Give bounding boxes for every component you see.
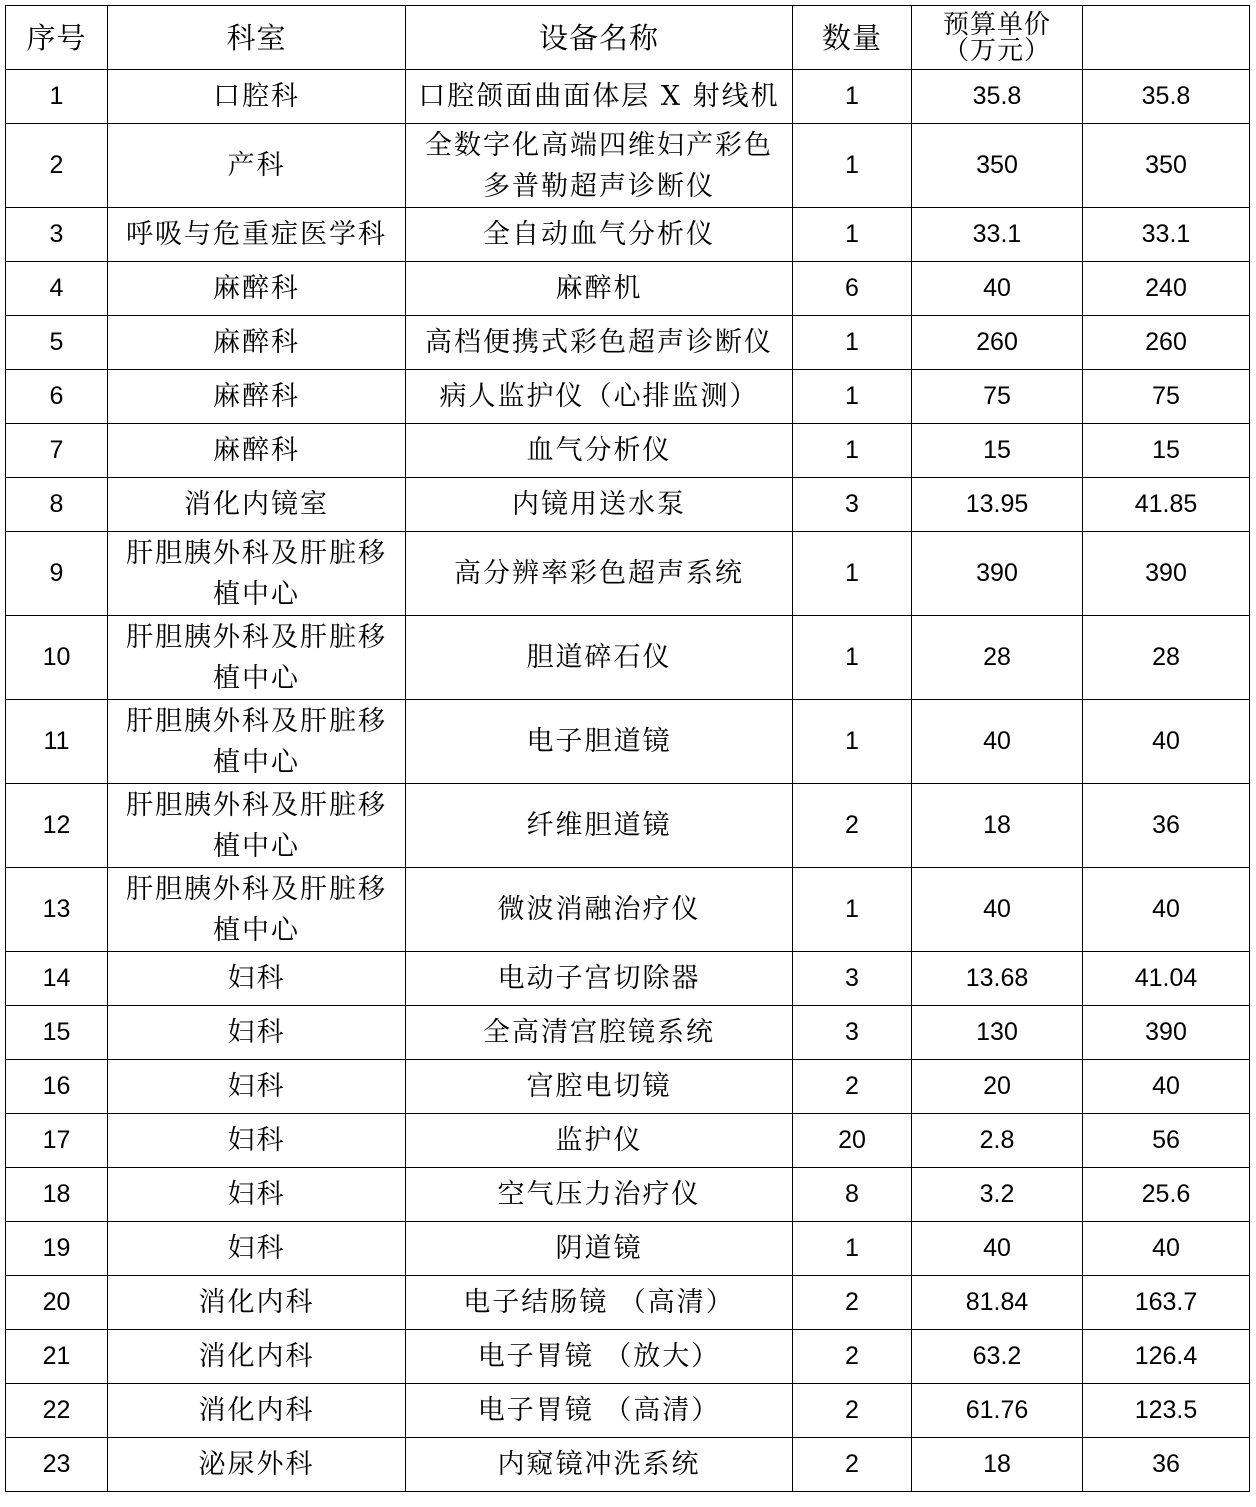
cell-quantity: 3: [793, 1006, 912, 1060]
cell-unit-price: 61.76: [912, 1384, 1083, 1438]
cell-equipment: 麻醉机: [406, 262, 793, 316]
cell-quantity: 1: [793, 700, 912, 784]
table-row: [6, 1168, 1250, 1222]
cell-unit-price: 28: [912, 616, 1083, 700]
cell-total: 41.85: [1083, 478, 1250, 532]
cell-quantity: 1: [793, 868, 912, 952]
header-total: [1083, 6, 1250, 70]
cell-unit-price: 2.8: [912, 1114, 1083, 1168]
cell-equipment: 高分辨率彩色超声系统: [406, 532, 793, 616]
table-row: [6, 262, 1250, 316]
table-row: [6, 1330, 1250, 1384]
cell-total: 15: [1083, 424, 1250, 478]
cell-department: 消化内镜室: [108, 478, 406, 532]
cell-department: 妇科: [108, 1114, 406, 1168]
table-row: [6, 952, 1250, 1006]
table-row: [6, 700, 1250, 784]
cell-quantity: 1: [793, 532, 912, 616]
cell-unit-price: 35.8: [912, 70, 1083, 124]
cell-department: 肝胆胰外科及肝脏移植中心: [108, 616, 406, 700]
cell-total: 40: [1083, 1060, 1250, 1114]
cell-equipment: 口腔颌面曲面体层 X 射线机: [406, 70, 793, 124]
cell-index: 11: [6, 700, 108, 784]
cell-quantity: 2: [793, 1330, 912, 1384]
cell-department: 麻醉科: [108, 370, 406, 424]
table-row: [6, 616, 1250, 700]
cell-department: 肝胆胰外科及肝脏移植中心: [108, 868, 406, 952]
cell-equipment: 内窥镜冲洗系统: [406, 1438, 793, 1492]
cell-department: 肝胆胰外科及肝脏移植中心: [108, 700, 406, 784]
table-body: [6, 70, 1250, 1492]
cell-total: 240: [1083, 262, 1250, 316]
cell-equipment: 空气压力治疗仪: [406, 1168, 793, 1222]
cell-quantity: 1: [793, 316, 912, 370]
table-row: [6, 532, 1250, 616]
cell-department: 妇科: [108, 952, 406, 1006]
cell-equipment: 胆道碎石仪: [406, 616, 793, 700]
table-row: [6, 1384, 1250, 1438]
cell-total: 25.6: [1083, 1168, 1250, 1222]
cell-department: 妇科: [108, 1168, 406, 1222]
cell-quantity: 1: [793, 70, 912, 124]
cell-department: 肝胆胰外科及肝脏移植中心: [108, 532, 406, 616]
cell-unit-price: 18: [912, 784, 1083, 868]
cell-department: 呼吸与危重症医学科: [108, 208, 406, 262]
cell-index: 13: [6, 868, 108, 952]
cell-total: 36: [1083, 784, 1250, 868]
cell-index: 14: [6, 952, 108, 1006]
cell-department: 消化内科: [108, 1276, 406, 1330]
cell-index: 8: [6, 478, 108, 532]
cell-unit-price: 63.2: [912, 1330, 1083, 1384]
cell-total: 28: [1083, 616, 1250, 700]
table-row: [6, 316, 1250, 370]
cell-equipment: 电子结肠镜 （高清）: [406, 1276, 793, 1330]
cell-total: 126.4: [1083, 1330, 1250, 1384]
cell-equipment: 高档便携式彩色超声诊断仪: [406, 316, 793, 370]
cell-equipment: 电子胃镜 （高清）: [406, 1384, 793, 1438]
cell-quantity: 6: [793, 262, 912, 316]
cell-total: 123.5: [1083, 1384, 1250, 1438]
cell-total: 390: [1083, 1006, 1250, 1060]
cell-quantity: 2: [793, 1384, 912, 1438]
cell-total: 75: [1083, 370, 1250, 424]
cell-index: 19: [6, 1222, 108, 1276]
cell-quantity: 1: [793, 424, 912, 478]
cell-department: 妇科: [108, 1006, 406, 1060]
cell-unit-price: 350: [912, 124, 1083, 208]
header-unit-price-line2: （万元）: [942, 35, 1051, 66]
cell-quantity: 8: [793, 1168, 912, 1222]
cell-index: 6: [6, 370, 108, 424]
cell-unit-price: 13.68: [912, 952, 1083, 1006]
header-equipment: 设备名称: [406, 6, 793, 70]
cell-equipment: 纤维胆道镜: [406, 784, 793, 868]
table-row: [6, 208, 1250, 262]
cell-quantity: 3: [793, 952, 912, 1006]
header-unit-price-line1: 预算单价: [942, 9, 1051, 40]
cell-department: 麻醉科: [108, 424, 406, 478]
cell-index: 10: [6, 616, 108, 700]
cell-total: 40: [1083, 1222, 1250, 1276]
cell-total: 56: [1083, 1114, 1250, 1168]
cell-unit-price: 40: [912, 262, 1083, 316]
cell-unit-price: 13.95: [912, 478, 1083, 532]
cell-quantity: 1: [793, 1222, 912, 1276]
table-row: [6, 1114, 1250, 1168]
cell-total: 33.1: [1083, 208, 1250, 262]
cell-quantity: 2: [793, 1276, 912, 1330]
header-quantity: 数量: [793, 6, 912, 70]
cell-equipment: 血气分析仪: [406, 424, 793, 478]
cell-total: 36: [1083, 1438, 1250, 1492]
header-department: 科室: [108, 6, 406, 70]
cell-equipment: 监护仪: [406, 1114, 793, 1168]
cell-unit-price: 18: [912, 1438, 1083, 1492]
cell-index: 5: [6, 316, 108, 370]
table-row: [6, 124, 1250, 208]
cell-department: 消化内科: [108, 1384, 406, 1438]
cell-equipment: 病人监护仪（心排监测）: [406, 370, 793, 424]
cell-quantity: 1: [793, 616, 912, 700]
cell-total: 350: [1083, 124, 1250, 208]
cell-unit-price: 260: [912, 316, 1083, 370]
cell-unit-price: 33.1: [912, 208, 1083, 262]
cell-index: 2: [6, 124, 108, 208]
table-row: [6, 1438, 1250, 1492]
cell-equipment: 电子胆道镜: [406, 700, 793, 784]
cell-quantity: 3: [793, 478, 912, 532]
cell-unit-price: 390: [912, 532, 1083, 616]
cell-total: 163.7: [1083, 1276, 1250, 1330]
cell-unit-price: 3.2: [912, 1168, 1083, 1222]
cell-department: 妇科: [108, 1222, 406, 1276]
cell-equipment: 电动子宫切除器: [406, 952, 793, 1006]
table-row: [6, 868, 1250, 952]
cell-index: 4: [6, 262, 108, 316]
table-row: [6, 1222, 1250, 1276]
table-row: [6, 1060, 1250, 1114]
table-row: [6, 784, 1250, 868]
cell-total: 41.04: [1083, 952, 1250, 1006]
cell-department: 泌尿外科: [108, 1438, 406, 1492]
cell-total: 390: [1083, 532, 1250, 616]
header-unit-price: [912, 6, 1083, 70]
cell-unit-price: 40: [912, 1222, 1083, 1276]
cell-department: 消化内科: [108, 1330, 406, 1384]
header-index: 序号: [6, 6, 108, 70]
cell-index: 3: [6, 208, 108, 262]
cell-unit-price: 130: [912, 1006, 1083, 1060]
cell-unit-price: 75: [912, 370, 1083, 424]
table-row: [6, 370, 1250, 424]
cell-index: 17: [6, 1114, 108, 1168]
cell-quantity: 20: [793, 1114, 912, 1168]
table-row: [6, 70, 1250, 124]
cell-department: 麻醉科: [108, 262, 406, 316]
cell-department: 肝胆胰外科及肝脏移植中心: [108, 784, 406, 868]
cell-equipment: 阴道镜: [406, 1222, 793, 1276]
cell-quantity: 2: [793, 784, 912, 868]
equipment-budget-table: [5, 5, 1250, 1492]
cell-quantity: 1: [793, 370, 912, 424]
cell-department: 妇科: [108, 1060, 406, 1114]
cell-unit-price: 81.84: [912, 1276, 1083, 1330]
cell-unit-price: 40: [912, 700, 1083, 784]
cell-quantity: 2: [793, 1060, 912, 1114]
cell-equipment: 宫腔电切镜: [406, 1060, 793, 1114]
cell-index: 9: [6, 532, 108, 616]
cell-quantity: 2: [793, 1438, 912, 1492]
cell-unit-price: 20: [912, 1060, 1083, 1114]
cell-total: 35.8: [1083, 70, 1250, 124]
cell-index: 12: [6, 784, 108, 868]
table-row: [6, 1276, 1250, 1330]
cell-equipment: 内镜用送水泵: [406, 478, 793, 532]
cell-equipment: 电子胃镜 （放大）: [406, 1330, 793, 1384]
cell-total: 40: [1083, 700, 1250, 784]
cell-index: 22: [6, 1384, 108, 1438]
cell-total: 260: [1083, 316, 1250, 370]
cell-quantity: 1: [793, 208, 912, 262]
cell-index: 23: [6, 1438, 108, 1492]
table-row: [6, 1006, 1250, 1060]
cell-unit-price: 40: [912, 868, 1083, 952]
cell-index: 1: [6, 70, 108, 124]
cell-index: 21: [6, 1330, 108, 1384]
table-header-row: [6, 6, 1250, 70]
cell-equipment: 全自动血气分析仪: [406, 208, 793, 262]
table-row: [6, 478, 1250, 532]
cell-index: 7: [6, 424, 108, 478]
cell-index: 16: [6, 1060, 108, 1114]
cell-index: 20: [6, 1276, 108, 1330]
cell-equipment: 全数字化高端四维妇产彩色多普勒超声诊断仪: [406, 124, 793, 208]
cell-equipment: 全高清宫腔镜系统: [406, 1006, 793, 1060]
cell-total: 40: [1083, 868, 1250, 952]
cell-index: 15: [6, 1006, 108, 1060]
table-row: [6, 424, 1250, 478]
cell-department: 口腔科: [108, 70, 406, 124]
cell-index: 18: [6, 1168, 108, 1222]
cell-equipment: 微波消融治疗仪: [406, 868, 793, 952]
cell-department: 产科: [108, 124, 406, 208]
cell-department: 麻醉科: [108, 316, 406, 370]
cell-unit-price: 15: [912, 424, 1083, 478]
cell-quantity: 1: [793, 124, 912, 208]
